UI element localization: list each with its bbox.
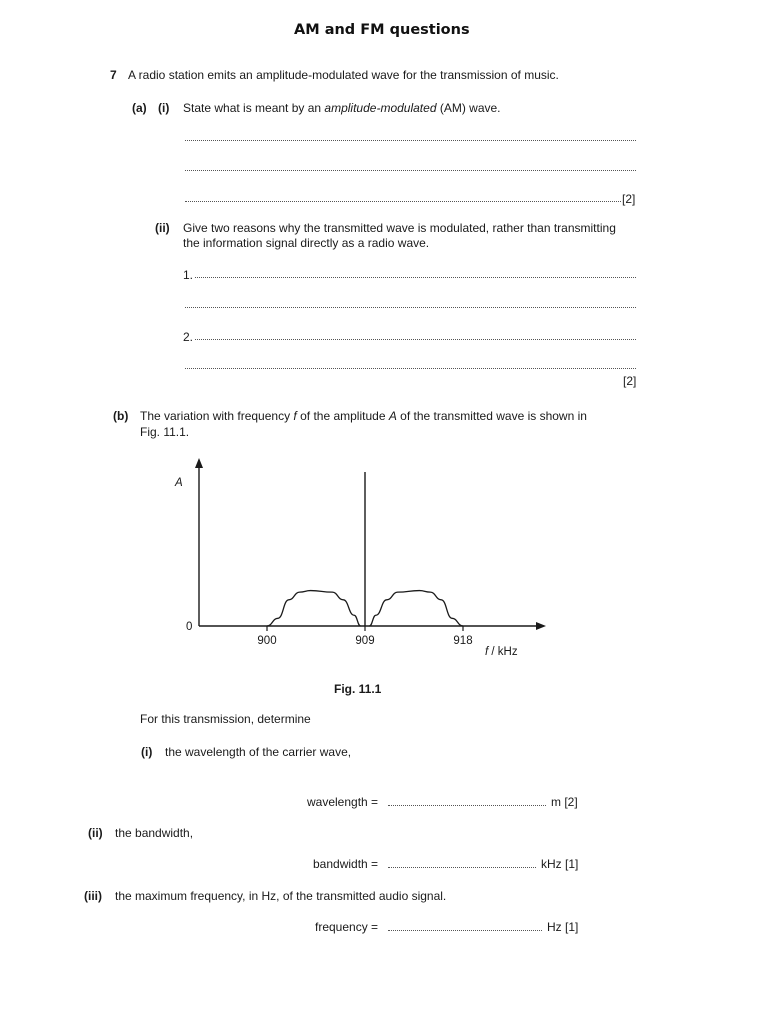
- marks-label: [2]: [623, 374, 637, 388]
- x-tick-label: 918: [453, 635, 473, 647]
- reason-1-line-2[interactable]: [185, 307, 636, 308]
- y-axis-label: A: [175, 477, 183, 489]
- bandwidth-unit: kHz [1]: [541, 857, 579, 871]
- part-b-i-label: (i): [141, 745, 153, 759]
- reason-1-label: 1.: [183, 268, 194, 282]
- determine-text: For this transmission, determine: [140, 712, 311, 726]
- wavelength-label: wavelength =: [307, 795, 379, 809]
- x-tick-label: 909: [355, 635, 375, 647]
- part-b-line1: The variation with frequency f of the amplitude A of the transmitted wave is shown in: [140, 409, 587, 423]
- answer-line[interactable]: [185, 201, 621, 202]
- answer-line[interactable]: [185, 140, 636, 141]
- x-tick-label: 900: [257, 635, 277, 647]
- marks-label: [2]: [622, 192, 636, 206]
- part-a-ii-line2: the information signal directly as a radio wave.: [183, 236, 430, 250]
- part-b-line2: Fig. 11.1.: [140, 425, 190, 439]
- lower-sideband-curve: [267, 591, 361, 626]
- amplitude-frequency-chart: [0, 448, 768, 678]
- question-number: 7: [110, 68, 117, 82]
- part-b-iii-text: the maximum frequency, in Hz, of the transmitted audio signal.: [115, 889, 447, 903]
- part-a-i-label: (i): [158, 101, 170, 115]
- part-a-i-text: State what is meant by an amplitude-modulated (AM) wave.: [183, 101, 501, 115]
- reason-2-line[interactable]: [195, 339, 636, 340]
- bandwidth-label: bandwidth =: [313, 857, 379, 871]
- wavelength-unit: m [2]: [551, 795, 578, 809]
- wavelength-input[interactable]: [388, 805, 546, 806]
- part-b-label: (b): [113, 409, 129, 423]
- part-a-ii-line1: Give two reasons why the transmitted wave is modulated, rather than transmitting: [183, 221, 616, 235]
- question-stem: A radio station emits an amplitude-modulated wave for the transmission of music.: [128, 68, 559, 82]
- page-title: AM and FM questions: [294, 22, 470, 38]
- frequency-unit: Hz [1]: [547, 920, 579, 934]
- part-b-i-text: the wavelength of the carrier wave,: [165, 745, 352, 759]
- part-a-label: (a): [132, 101, 147, 115]
- part-a-ii-label: (ii): [155, 221, 170, 235]
- reason-1-line[interactable]: [195, 277, 636, 278]
- part-b-iii-label: (iii): [84, 889, 102, 903]
- reason-2-label: 2.: [183, 330, 194, 344]
- figure-caption: Fig. 11.1: [334, 682, 382, 696]
- bandwidth-input[interactable]: [388, 867, 536, 868]
- frequency-label: frequency =: [315, 920, 379, 934]
- reason-2-line-2[interactable]: [185, 368, 636, 369]
- origin-label: 0: [186, 621, 193, 633]
- frequency-input[interactable]: [388, 930, 542, 931]
- x-axis-label: f / kHz: [485, 646, 518, 658]
- answer-line[interactable]: [185, 170, 636, 171]
- part-b-ii-label: (ii): [88, 826, 103, 840]
- part-b-ii-text: the bandwidth,: [115, 826, 194, 840]
- upper-sideband-curve: [369, 591, 463, 626]
